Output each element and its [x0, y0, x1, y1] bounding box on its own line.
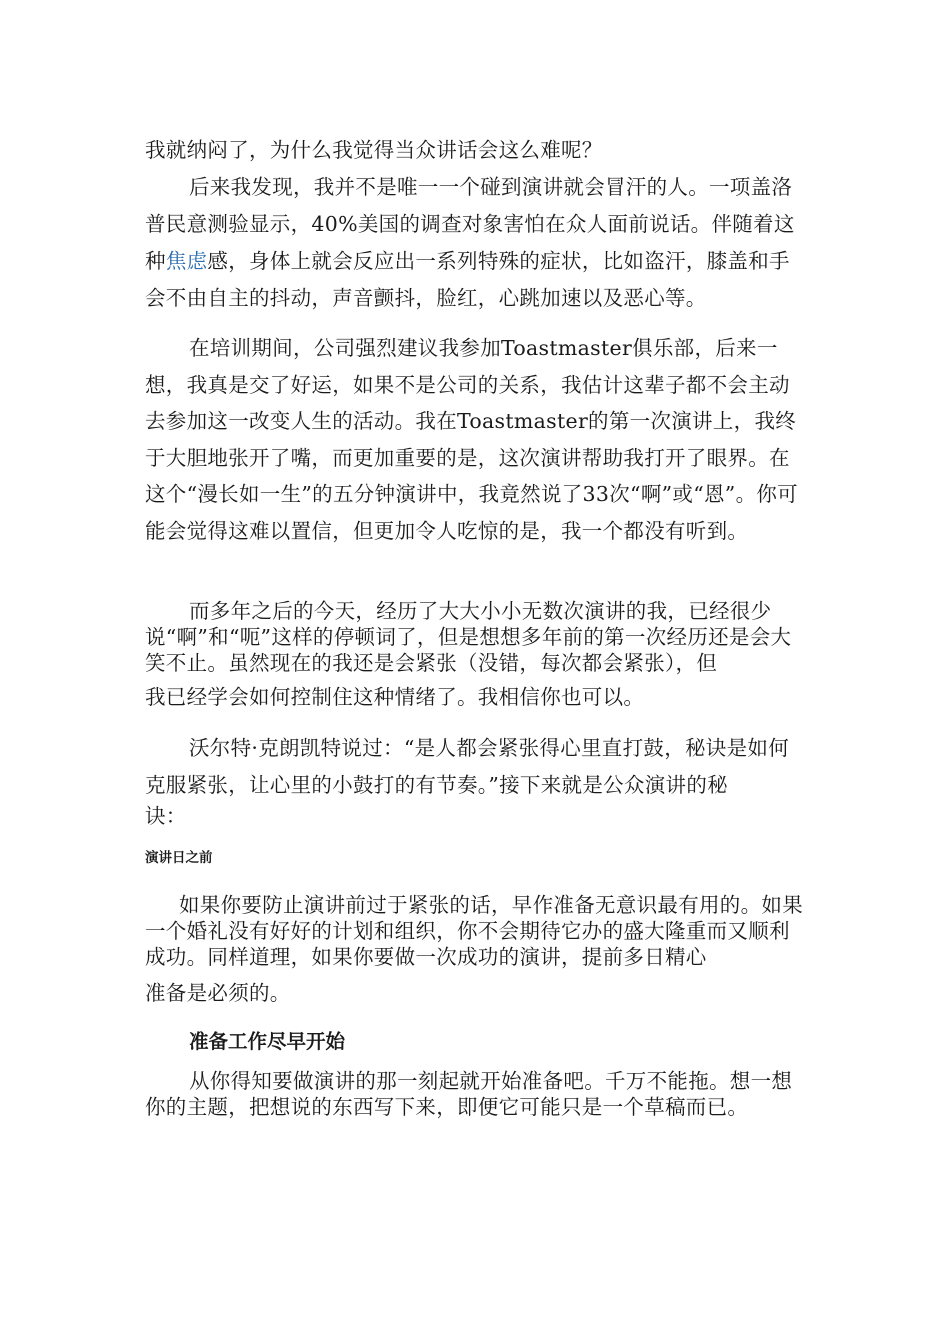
paragraph-cronkite: 沃尔特·克朗凯特说过：“是人都会紧张得心里直打鼓，秘诀是如何克服紧张，让心里的小鼓打的有节奏。”接下来就是公众演讲的秘: [145, 736, 789, 797]
paragraph-gallup: [145, 169, 808, 317]
paragraph-intro: 我就纳闷了，为什么我觉得当众讲话会这么难呢？: [145, 138, 603, 162]
anxiety-link[interactable]: 焦虑: [165, 249, 208, 273]
paragraph-prepare: 如果你要防止演讲前过于紧张的话，早作准备无意识最有用的。如果一个婚礼没有好好的计划和组织，你不会期待它办的盛大隆重而又顺利成功。同样道理，如果你要做一次成功的演讲，提前多日精心: [145, 893, 803, 969]
paragraph-prepare-end: 准备是必须的。: [145, 981, 291, 1005]
paragraph-start-early: 从你得知要做演讲的那一刻起就开始准备吧。千万不能拖。想一想你的主题，把想说的东西写下来，即便它可能只是一个草稿而已。: [145, 1069, 793, 1119]
paragraph-cronkite-end: 诀：: [145, 804, 187, 828]
paragraph-toastmaster: 在培训期间，公司强烈建议我参加Toastmaster俱乐部，后来一想，我真是交了好运，如果不是公司的关系，我估计这辈子都不会主动去参加这一改变人生的活动。我在Toastmaster的第一次演讲上，我终于大胆地张开了嘴，而更加重要的是，这次演讲帮助我打开了眼界。在这个“漫长如一生”的五分钟演讲中，我竟然说了33次“啊”或“恩”。你可能会觉得这难以置信，但更加令人吃惊的是，我一个都没有听到。: [145, 336, 798, 543]
subheading-start-early: 准备工作尽早开始: [189, 1030, 346, 1053]
paragraph-gallup-text-b: 感，身体上就会反应出一系列特殊的症状，比如盗汗，膝盖和手会不由自主的抖动，声音颤抖，脸红，心跳加速以及恶心等。: [145, 249, 790, 310]
paragraph-years-later: 而多年之后的今天，经历了大大小小无数次演讲的我，已经很少说“啊”和“呃”这样的停顿词了，但是想想多年前的第一次经历还是会大笑不止。虽然现在的我还是会紧张（没错，每次都会紧张），但: [145, 599, 792, 675]
paragraph-years-later-end: 我已经学会如何控制住这种情绪了。我相信你也可以。: [145, 685, 645, 709]
paragraph-gallup-text-a: 后来我发现，我并不是唯一一个碰到演讲就会冒汗的人。一项盖洛普民意测验显示，40%美国的调查对象害怕在众人面前说话。伴随着这种: [145, 175, 795, 273]
section-heading-before-speech: 演讲日之前: [145, 850, 213, 866]
